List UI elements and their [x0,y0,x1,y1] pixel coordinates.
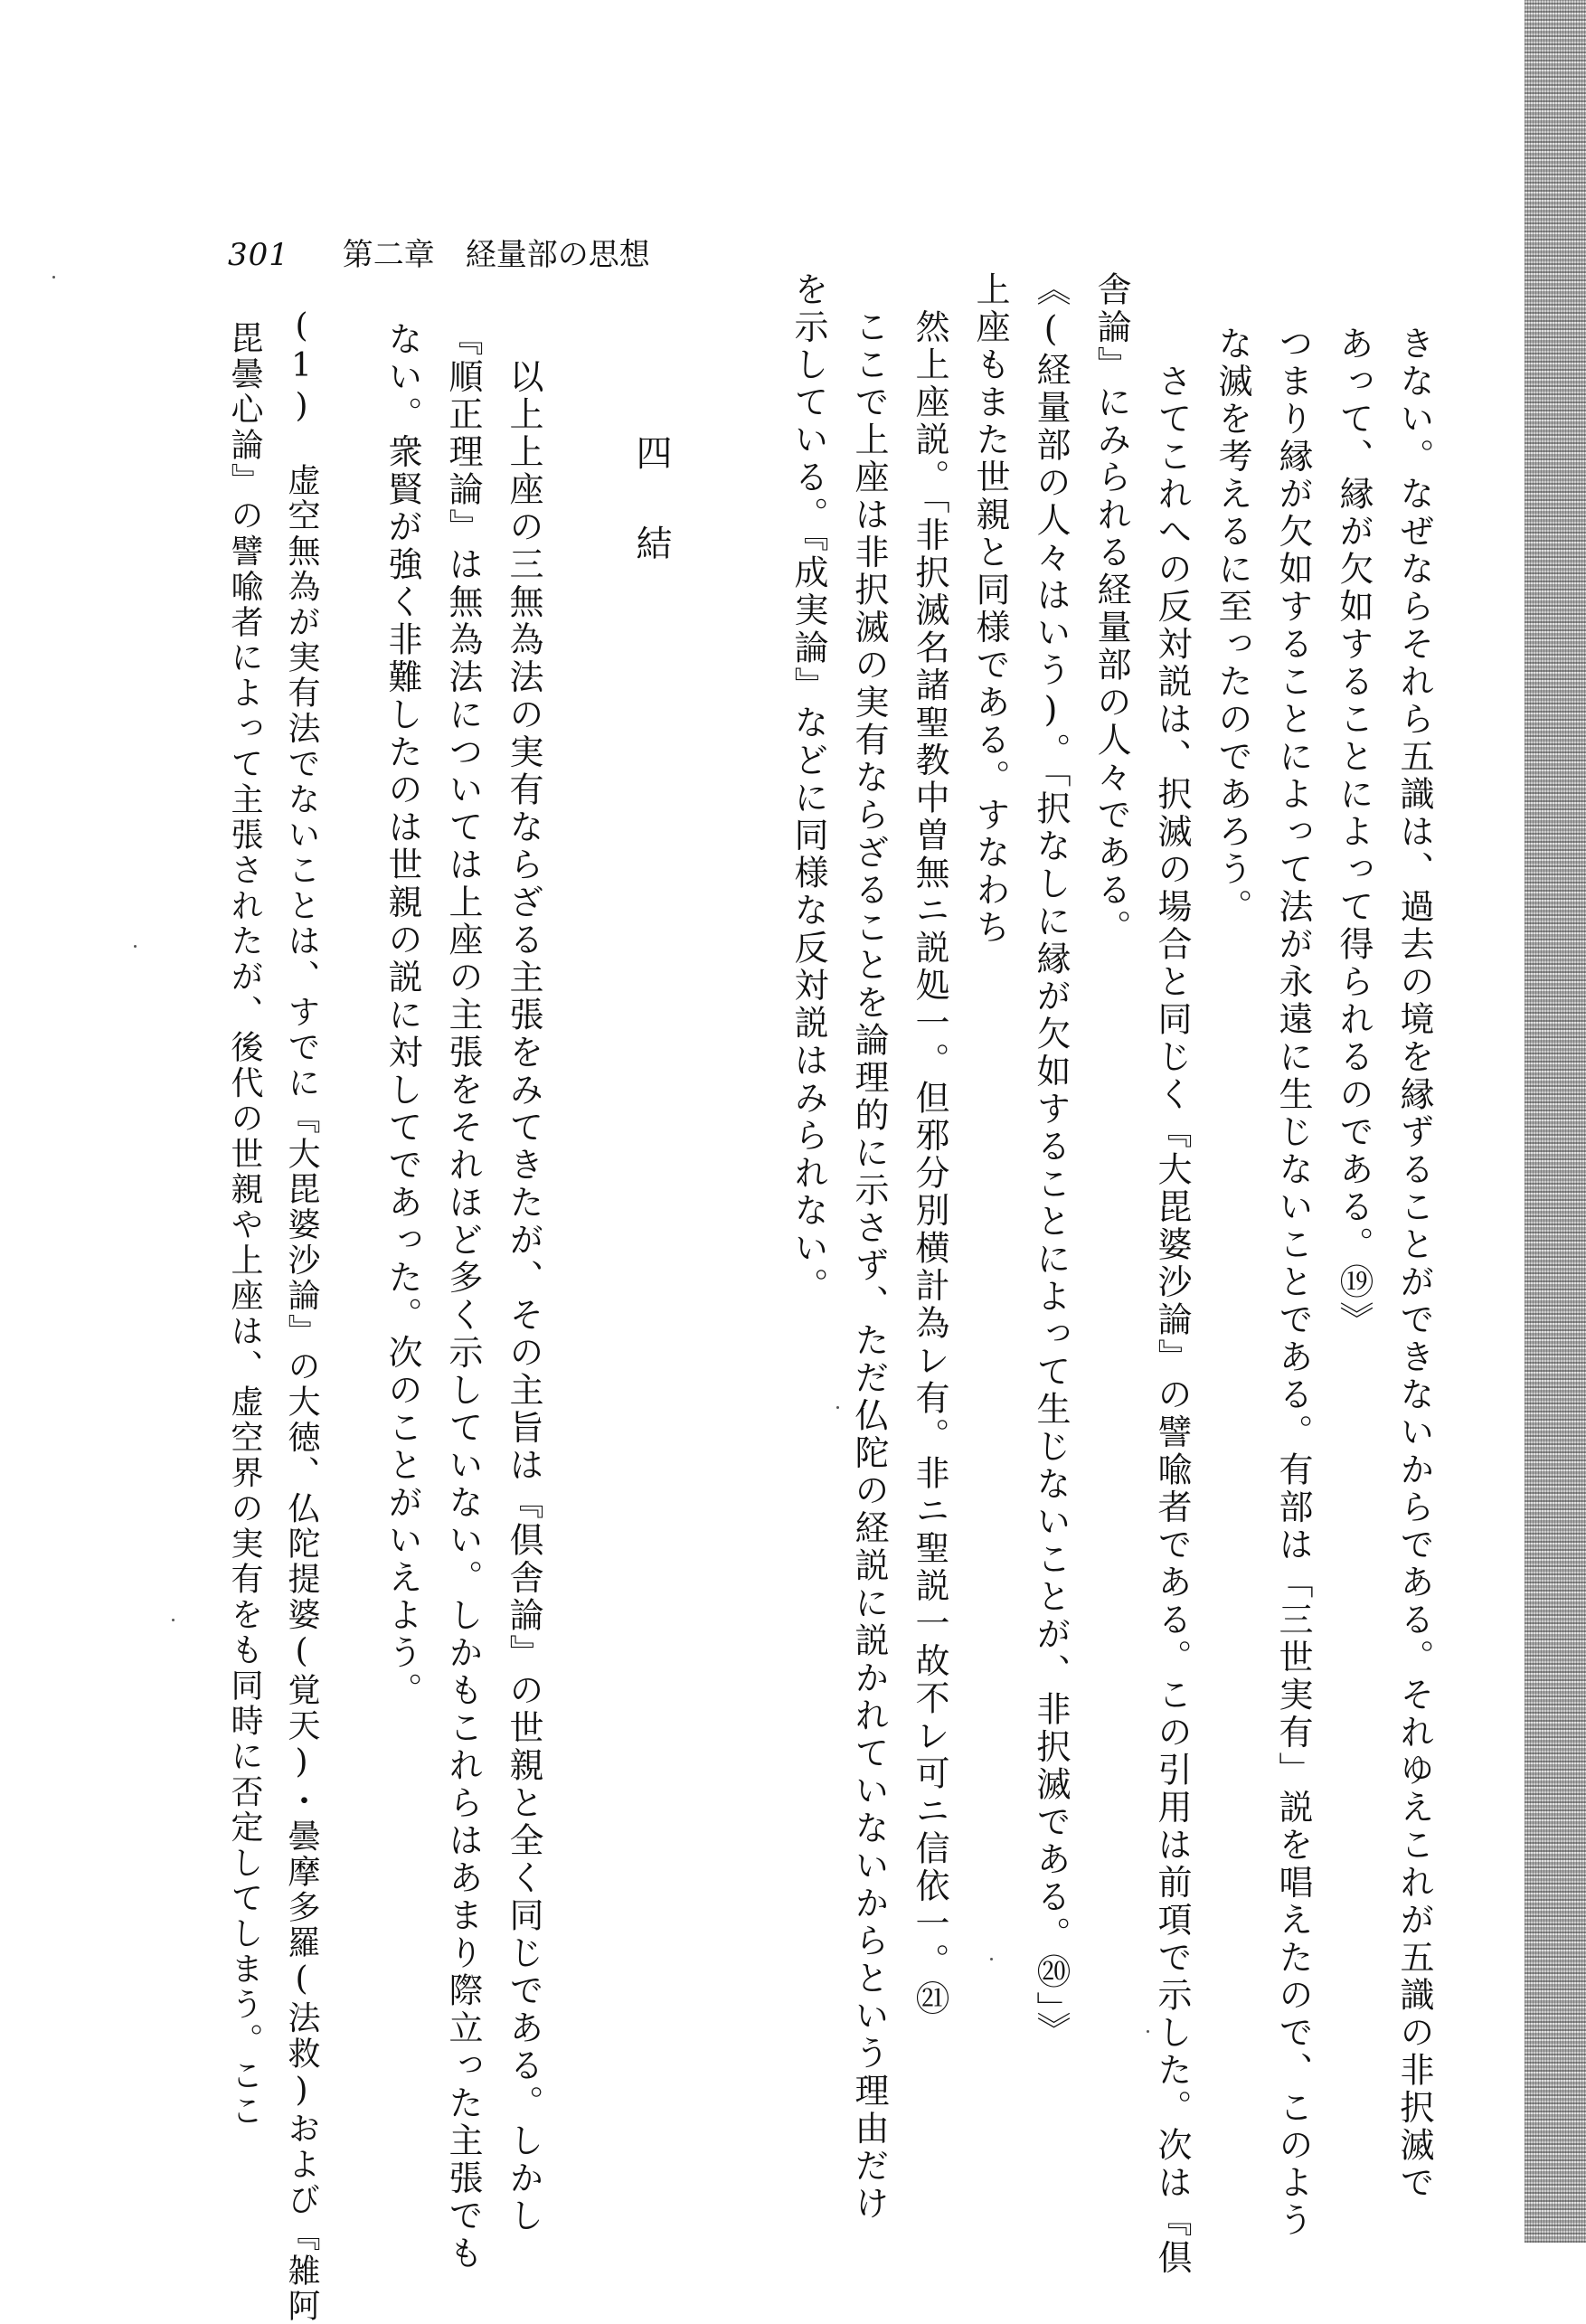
body-line: あって、縁が欠如することによって得られるのである。⑲》 [1334,326,1374,1339]
conclusion-line: ない。衆賢が強く非難したのは世親の説に対してであった。次のことがいえよう。 [382,321,422,1710]
scan-speck [990,1958,993,1960]
body-line: 上座もまた世親と同様である。すなわち [970,271,1010,947]
scan-speck [134,945,137,948]
conclusion-line: 以上上座の三無為法の実有ならざる主張をみてきたが、その主旨は『倶舎論』の世親と全く同じである。しかし [504,321,543,2235]
footnote-line: (1) 虚空無為が実有法でないことは、すでに『大毘婆沙論』の大徳、仏陀提婆(覚天)・曇摩多羅(法救)および『雑阿 [283,307,320,2324]
body-line: な滅を考えるに至ったのであろう。 [1213,326,1252,926]
scan-speck [836,1406,839,1409]
body-line: さてこれへの反対説は、択滅の場合と同じく『大毘婆沙論』の譬喩者である。この引用は前項で示した。次は『倶 [1152,326,1192,2277]
body-line: 舎論』にみられる経量部の人々である。 [1091,271,1131,947]
body-line: ここで上座は非択滅の実有ならざることを論理的に示さず、ただ仏陀の経説に説かれていないからという理由だけ [849,271,889,2223]
page-number: 301 [228,237,289,273]
section-heading: 四 結 [630,434,672,570]
body-line: 然上座説。「非択滅名諸聖教中曽無ニ説処一。但邪分別横計為レ有。非ニ聖説一故不レ可ニ信依一。㉑ [910,271,949,2018]
scan-speck [172,1619,175,1621]
body-line: きない。なぜならそれら五識は、過去の境を縁ずることができないからである。それゆえこれが五識の非択滅で [1394,326,1434,2202]
running-title: 第二章 経量部の思想 [342,237,650,273]
footnote-line: 毘曇心論』の譬喩者によって主張されたが、後代の世親や上座は、虚空界の実有をも同時に否定してしまう。ここ [226,321,263,2130]
conclusion-line: 『順正理論』は無為法については上座の主張をそれほど多く示していない。しかもこれらはあまり際立った主張でも [443,321,483,2272]
body-line: 《(経量部の人々はいう)。「択なしに縁が欠如することによって生じないことが、非択滅である。⑳」》 [1031,271,1071,2049]
body-line: を示している。『成実論』などに同様な反対説はみられない。 [788,271,828,1305]
body-line: つまり縁が欠如することによって法が永遠に生じないことである。有部は「三世実有」説を唱えたので、このよう [1273,326,1313,2240]
scan-speck [1147,2030,1149,2033]
running-header [228,230,650,274]
scan-speck [52,276,55,279]
scanned-page-edge [1525,0,1586,2243]
